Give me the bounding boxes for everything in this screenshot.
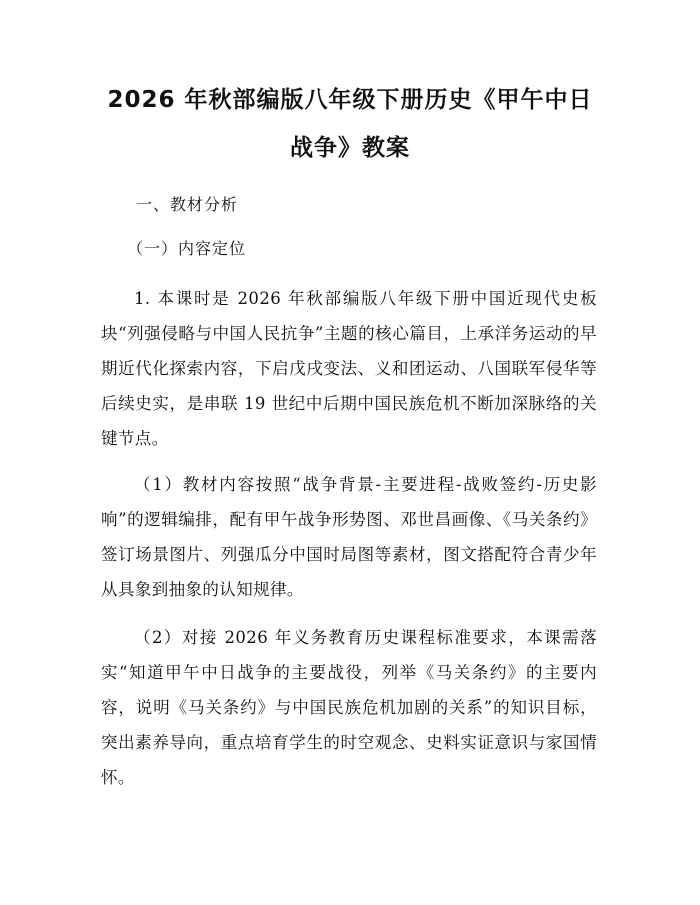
section-heading: 一、教材分析 (136, 195, 239, 214)
paragraph-content-positioning: 1. 本课时是 2026 年秋部编版八年级下册中国近现代史板块“列强侵略与中国人民抗争”主题的核心篇目，上承洋务运动的早期近代化探索内容，下启戊戌变法、义和团运动、八国联军侵华等后续史实，是串联 19 世纪中后期中国民族危机不断加深脉络的关键节点。 (101, 289, 597, 448)
subsection-heading: （一）内容定位 (127, 239, 247, 258)
document-title-line-2: 战争》教案 (290, 135, 410, 161)
document-title-line-1: 2026 年秋部编版八年级下册历史《甲午中日 (107, 87, 593, 113)
paragraph-curriculum-standard: （2）对接 2026 年义务教育历史课程标准要求，本课需落实“知道甲午中日战争的主要战役，列举《马关条约》的主要内容，说明《马关条约》与中国民族危机加剧的关系”的知识目标，突出素养导向，重点培育学生的时空观念、史料实证意识与家国情怀。 (101, 628, 597, 787)
paragraph-textbook-structure: （1）教材内容按照“战争背景-主要进程-战败签约-历史影响”的逻辑编排，配有甲午战争形势图、邓世昌画像、《马关条约》签订场景图片、列强瓜分中国时局图等素材，图文搭配符合青少年从具象到抽象的认知规律。 (101, 475, 597, 599)
